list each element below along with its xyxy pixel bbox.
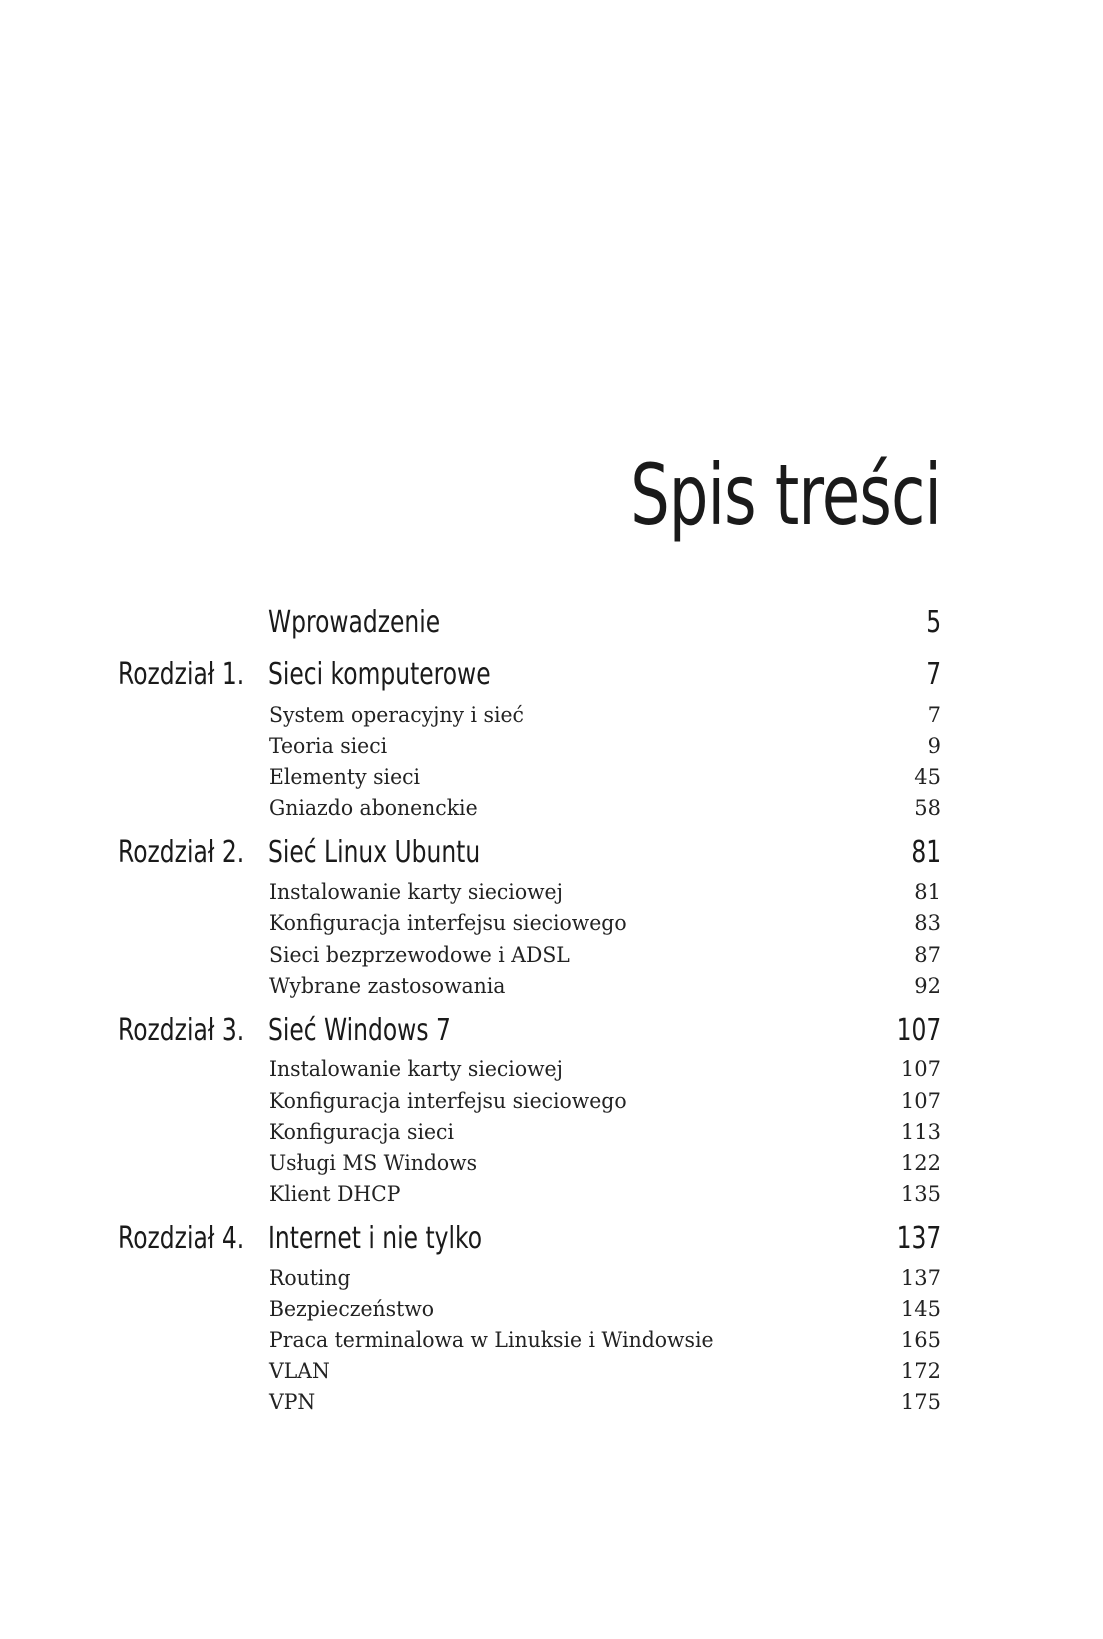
- section-title: Bezpieczeństwo: [269, 1297, 435, 1321]
- section-page-number: 172: [900, 1359, 941, 1383]
- section-page-number: 58: [914, 796, 941, 820]
- chapter-page-number: 5: [926, 605, 941, 640]
- toc-section-row[interactable]: [0, 1086, 1103, 1116]
- chapter-title: Sieć Windows 7: [268, 1013, 451, 1048]
- page-title: Spis treści: [630, 446, 941, 544]
- section-title: Elementy sieci: [269, 765, 421, 789]
- section-title: System operacyjny i sieć: [269, 703, 524, 727]
- section-page-number: 92: [914, 974, 941, 998]
- section-page-number: 122: [900, 1151, 941, 1175]
- chapter-label: Rozdział 1.: [118, 657, 245, 692]
- section-page-number: 81: [914, 880, 941, 904]
- section-title: Konfiguracja interfejsu sieciowego: [269, 911, 627, 935]
- section-page-number: 107: [900, 1057, 941, 1081]
- section-title: Routing: [269, 1266, 351, 1290]
- chapter-title: Sieć Linux Ubuntu: [268, 835, 481, 870]
- section-page-number: 165: [900, 1328, 941, 1352]
- chapter-page-number: 7: [926, 657, 941, 692]
- section-page-number: 145: [900, 1297, 941, 1321]
- chapter-page-number: 81: [911, 835, 941, 870]
- toc-chapter-row[interactable]: [0, 603, 1103, 643]
- section-title: Instalowanie karty sieciowej: [269, 880, 563, 904]
- section-title: Usługi MS Windows: [269, 1151, 478, 1175]
- toc-section-row[interactable]: [0, 908, 1103, 938]
- toc-section-row[interactable]: [0, 877, 1103, 907]
- toc-section-row[interactable]: [0, 1387, 1103, 1417]
- section-title: Konfiguracja sieci: [269, 1120, 454, 1144]
- toc-section-row[interactable]: [0, 1263, 1103, 1293]
- section-page-number: 45: [914, 765, 941, 789]
- chapter-title: Internet i nie tylko: [268, 1221, 483, 1256]
- toc-section-row[interactable]: [0, 1325, 1103, 1355]
- toc-section-row[interactable]: [0, 1356, 1103, 1386]
- section-page-number: 135: [900, 1182, 941, 1206]
- toc-section-row[interactable]: [0, 1117, 1103, 1147]
- section-page-number: 83: [914, 911, 941, 935]
- chapter-page-number: 107: [896, 1013, 941, 1048]
- section-page-number: 175: [900, 1390, 941, 1414]
- section-page-number: 87: [914, 943, 941, 967]
- toc-chapter-row[interactable]: [0, 1011, 1103, 1051]
- chapter-title: Wprowadzenie: [268, 605, 441, 640]
- toc-section-row[interactable]: [0, 762, 1103, 792]
- section-title: VLAN: [269, 1359, 330, 1383]
- section-title: Gniazdo abonenckie: [269, 796, 478, 820]
- toc-section-row[interactable]: [0, 971, 1103, 1001]
- section-title: Sieci bezprzewodowe i ADSL: [269, 943, 570, 967]
- section-page-number: 137: [900, 1266, 941, 1290]
- section-page-number: 7: [927, 703, 941, 727]
- toc-chapter-row[interactable]: [0, 1219, 1103, 1259]
- toc-section-row[interactable]: [0, 731, 1103, 761]
- section-title: Klient DHCP: [269, 1182, 401, 1206]
- section-page-number: 9: [927, 734, 941, 758]
- section-title: Praca terminalowa w Linuksie i Windowsie: [269, 1328, 714, 1352]
- toc-section-row[interactable]: [0, 1294, 1103, 1324]
- toc-section-row[interactable]: [0, 1179, 1103, 1209]
- section-title: Konfiguracja interfejsu sieciowego: [269, 1089, 627, 1113]
- section-page-number: 107: [900, 1089, 941, 1113]
- chapter-label: Rozdział 4.: [118, 1221, 245, 1256]
- toc-section-row[interactable]: [0, 940, 1103, 970]
- chapter-label: Rozdział 2.: [118, 835, 245, 870]
- toc-chapter-row[interactable]: [0, 833, 1103, 873]
- toc-section-row[interactable]: [0, 700, 1103, 730]
- section-title: VPN: [269, 1390, 316, 1414]
- section-title: Teoria sieci: [269, 734, 388, 758]
- chapter-page-number: 137: [896, 1221, 941, 1256]
- chapter-title: Sieci komputerowe: [268, 657, 491, 692]
- toc-section-row[interactable]: [0, 793, 1103, 823]
- chapter-label: Rozdział 3.: [118, 1013, 245, 1048]
- section-title: Wybrane zastosowania: [269, 974, 506, 998]
- section-page-number: 113: [900, 1120, 941, 1144]
- toc-chapter-row[interactable]: [0, 655, 1103, 695]
- toc-section-row[interactable]: [0, 1148, 1103, 1178]
- section-title: Instalowanie karty sieciowej: [269, 1057, 563, 1081]
- toc-section-row[interactable]: [0, 1054, 1103, 1084]
